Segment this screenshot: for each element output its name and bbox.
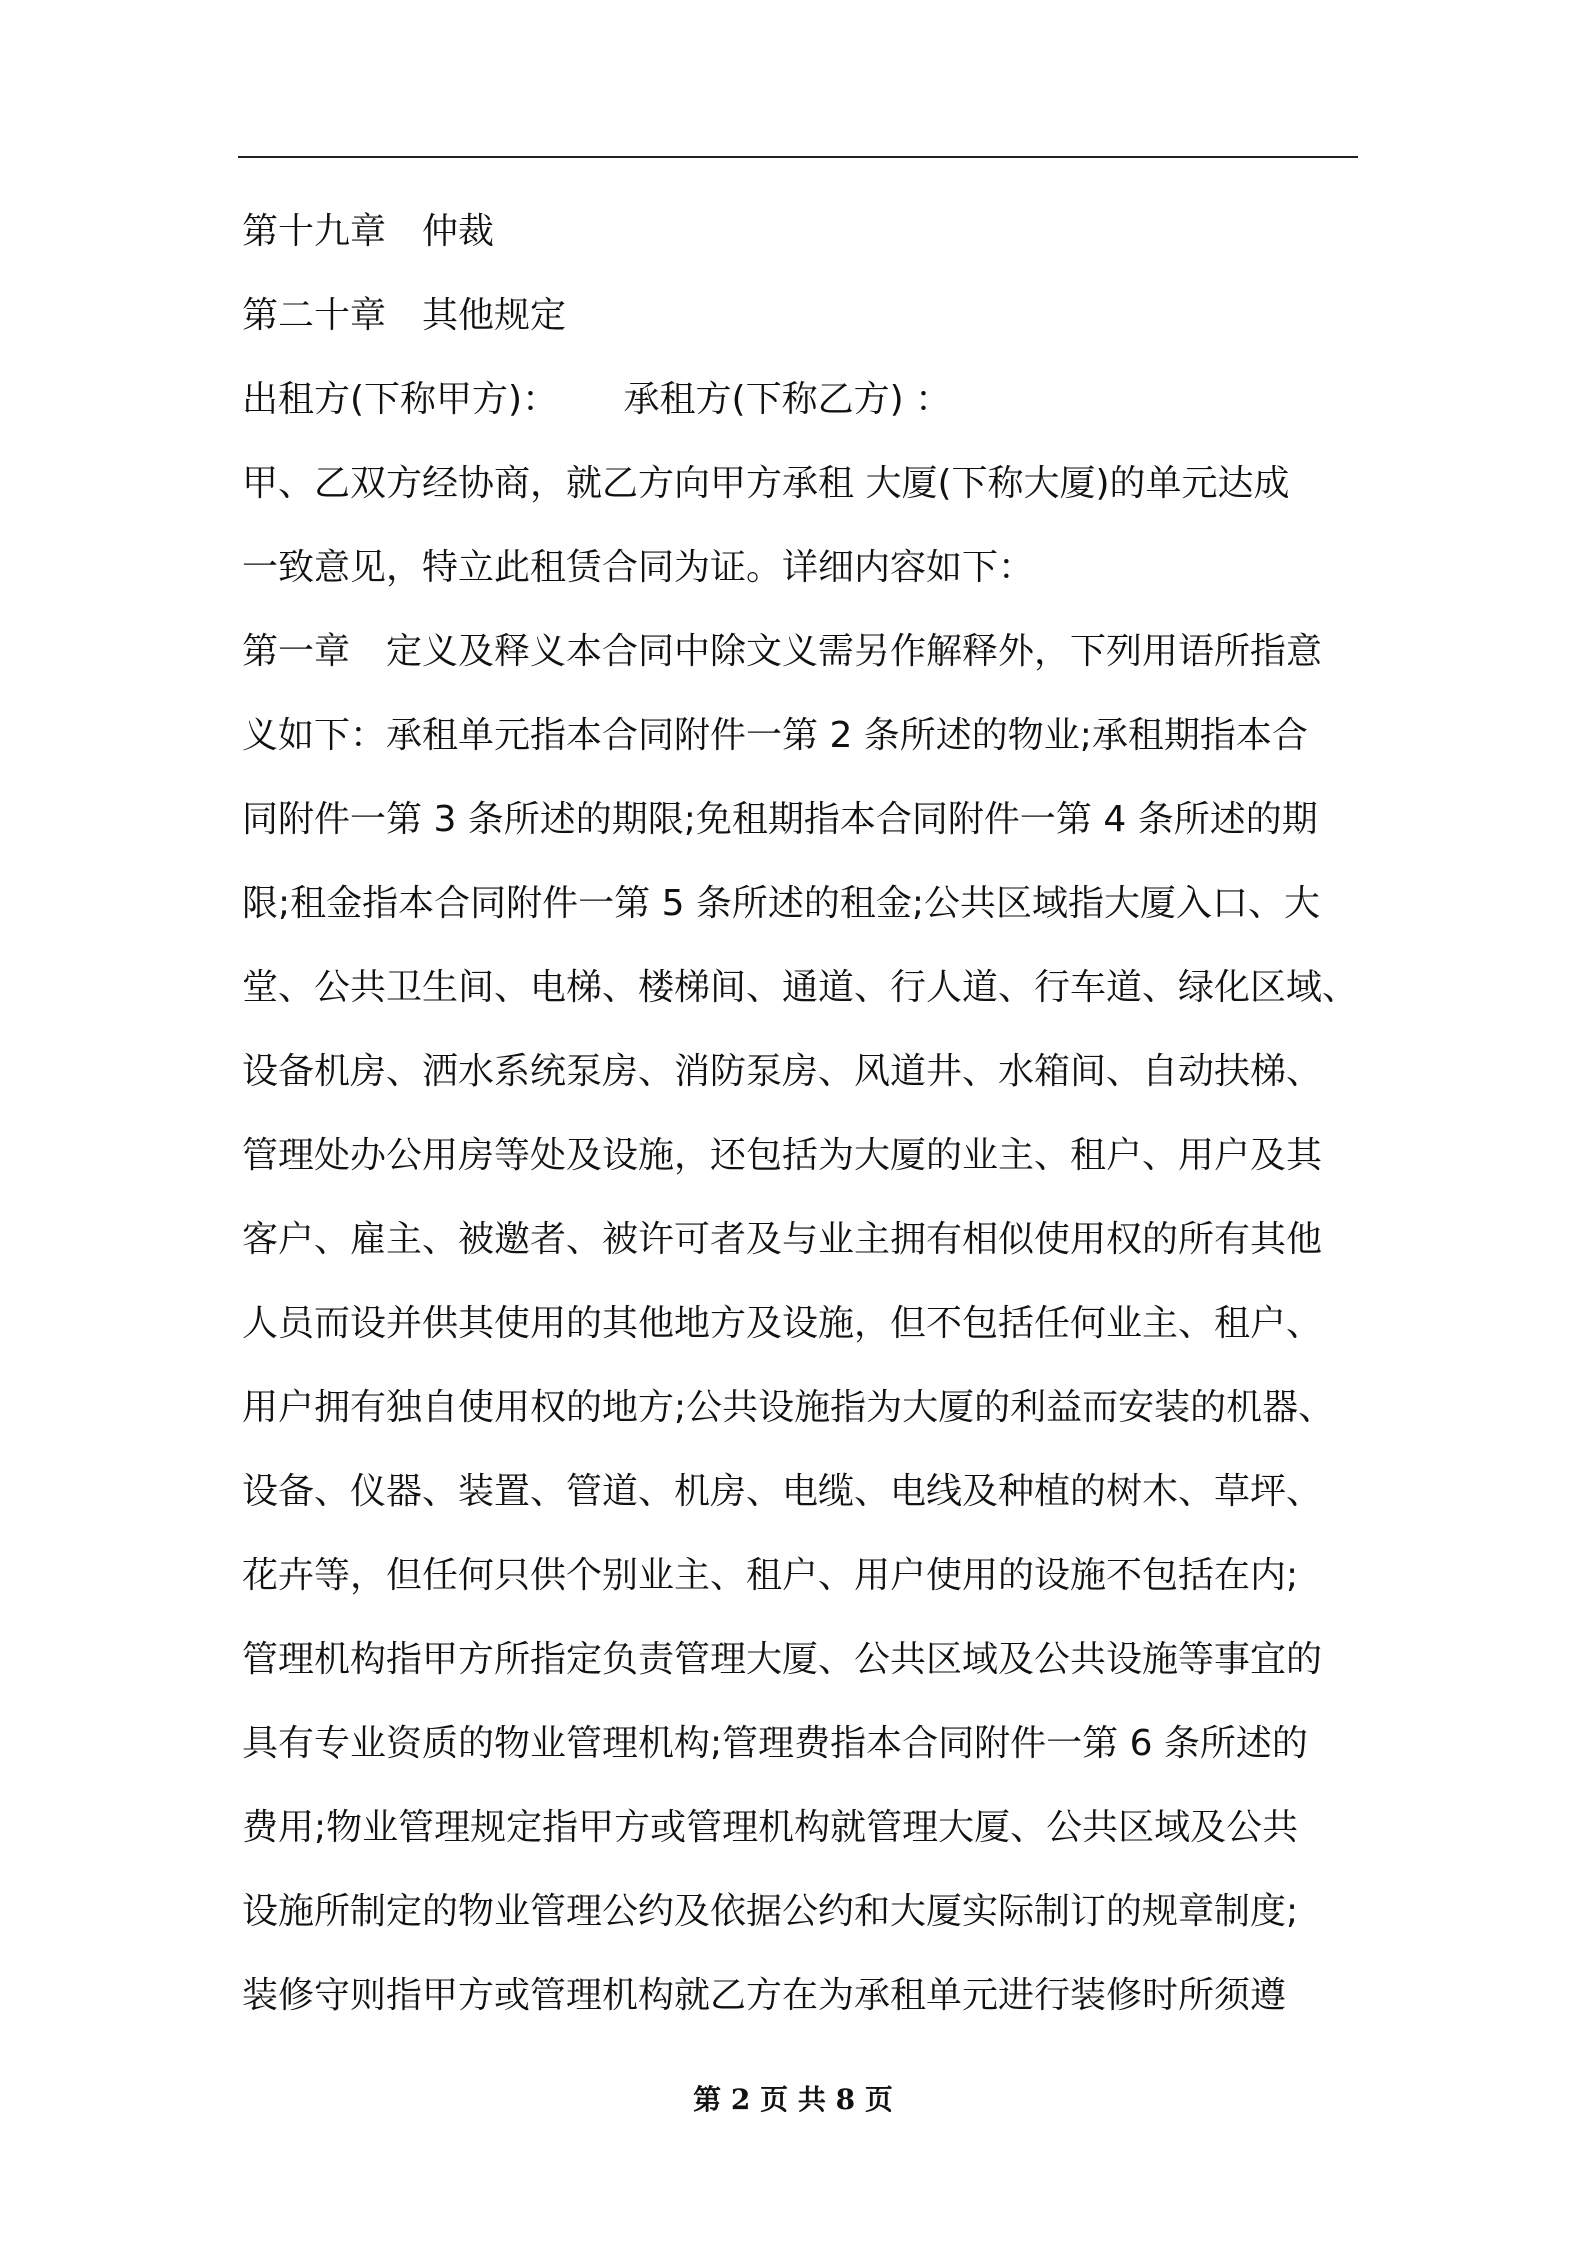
- text-line: 管理机构指甲方所指定负责管理大厦、公共区域及公共设施等事宜的: [242, 1639, 1323, 1680]
- text-line: 具有专业资质的物业管理机构;管理费指本合同附件一第 6 条所述的: [242, 1723, 1308, 1764]
- text-line: 设备、仪器、装置、管道、机房、电缆、电线及种植的树木、草坪、: [242, 1471, 1323, 1512]
- text-line: 设备机房、洒水系统泵房、消防泵房、风道井、水箱间、自动扶梯、: [242, 1051, 1323, 1092]
- header-rule: [238, 156, 1358, 158]
- parties-line: 出租方(下称甲方)： 承租方(下称乙方) ：: [242, 379, 952, 420]
- text-line: 同附件一第 3 条所述的期限;免租期指本合同附件一第 4 条所述的期: [242, 799, 1318, 840]
- text-line: 一致意见，特立此租赁合同为证。详细内容如下：: [242, 547, 1035, 588]
- text-line: 管理处办公用房等处及设施，还包括为大厦的业主、租户、用户及其: [242, 1135, 1323, 1176]
- chapter-1-line: 第一章 定义及释义本合同中除文义需另作解释外，下列用语所指意: [242, 631, 1323, 672]
- text-line: 堂、公共卫生间、电梯、楼梯间、通道、行人道、行车道、绿化区域、: [242, 967, 1359, 1008]
- text-line: 义如下：承租单元指本合同附件一第 2 条所述的物业;承租期指本合: [242, 715, 1308, 756]
- text-line: 装修守则指甲方或管理机构就乙方在为承租单元进行装修时所须遵: [242, 1975, 1287, 2016]
- text-line: 甲、乙双方经协商，就乙方向甲方承租 大厦(下称大厦)的单元达成: [242, 463, 1290, 504]
- text-line: 限;租金指本合同附件一第 5 条所述的租金;公共区域指大厦入口、大: [242, 883, 1321, 924]
- text-line: 客户、雇主、被邀者、被许可者及与业主拥有相似使用权的所有其他: [242, 1219, 1323, 1260]
- text-line: 花卉等，但任何只供个别业主、租户、用户使用的设施不包括在内;: [242, 1555, 1299, 1596]
- text-line: 用户拥有独自使用权的地方;公共设施指为大厦的利益而安装的机器、: [242, 1387, 1335, 1428]
- text-line: 设施所制定的物业管理公约及依据公约和大厦实际制订的规章制度;: [242, 1891, 1299, 1932]
- page-number-footer: 第 2 页 共 8 页: [693, 2083, 893, 2116]
- chapter-19-heading: 第十九章 仲裁: [242, 211, 495, 252]
- text-line: 人员而设并供其使用的其他地方及设施，但不包括任何业主、租户、: [242, 1303, 1323, 1344]
- contract-body: [242, 190, 1360, 2038]
- chapter-20-heading: 第二十章 其他规定: [242, 295, 567, 336]
- text-line: 费用;物业管理规定指甲方或管理机构就管理大厦、公共区域及公共: [242, 1807, 1299, 1848]
